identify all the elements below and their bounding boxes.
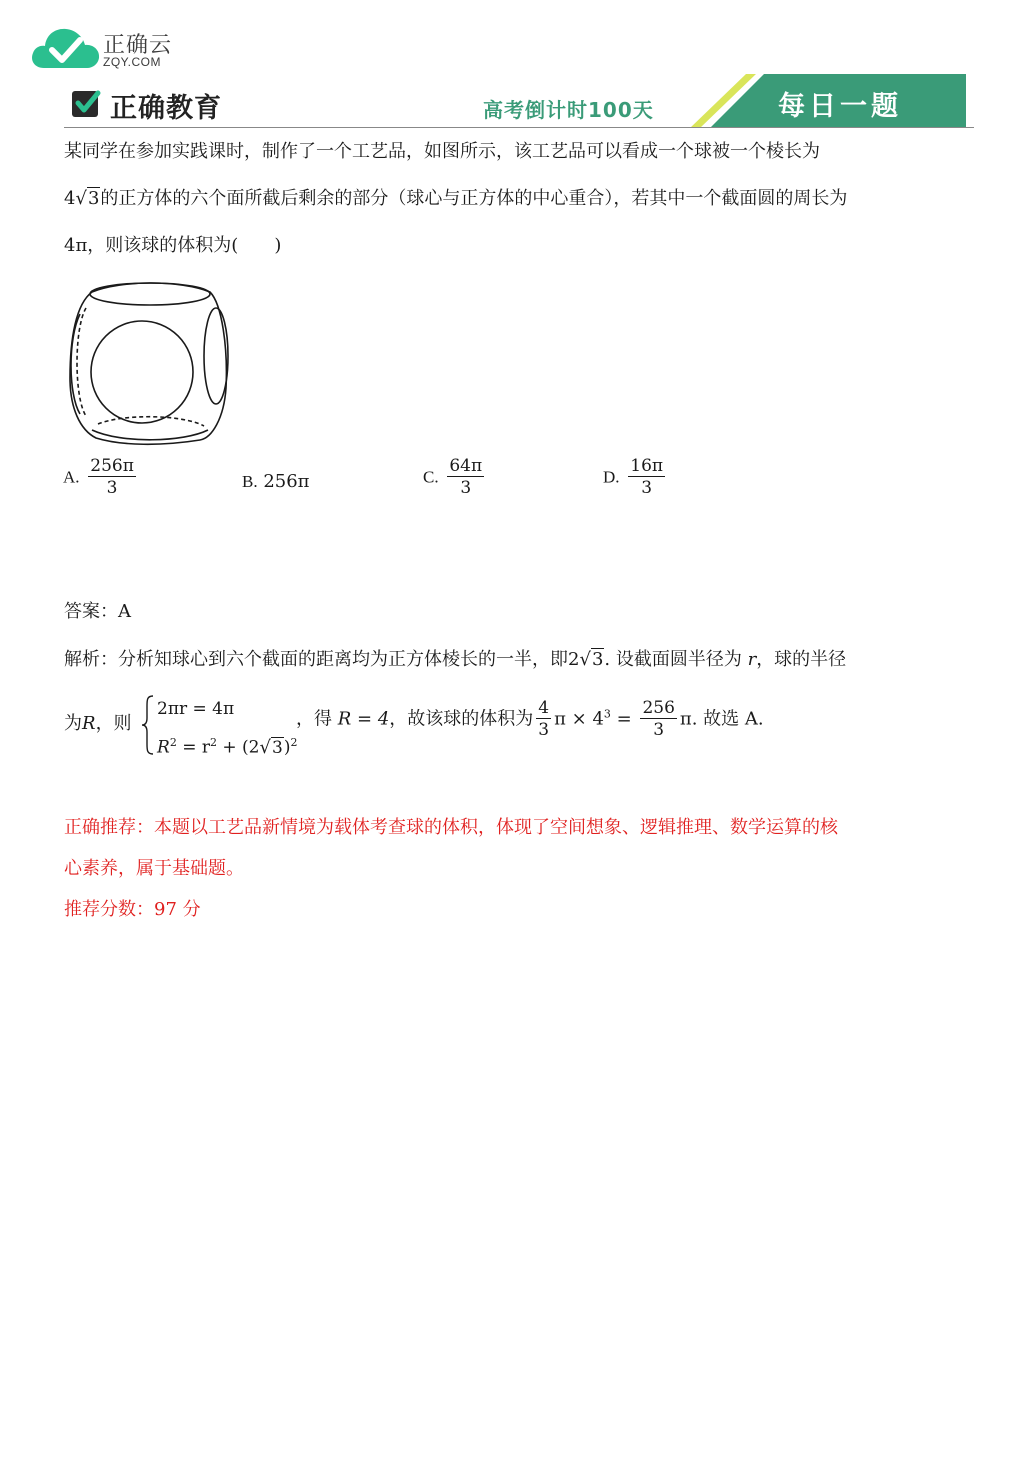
header-divider <box>64 127 974 128</box>
edu-brand-name: 正确教育 <box>110 93 222 124</box>
recommend-line-1: 正确推荐：本题以工艺品新情境为载体考查球的体积，体现了空间想象、逻辑推理、数学运算的核 <box>64 817 838 838</box>
brand-url: ZQY.COM <box>103 55 161 69</box>
option-a[interactable]: A. $\frac{256\pi}{3}$ <box>63 456 134 498</box>
equation-2: $R^2 = r^2 + (2√3)^2$ <box>157 736 298 758</box>
question-line-2: 4√3的正方体的六个面所截后剩余的部分（球心与正方体的中心重合），若其中一个截面圆的周长为 <box>64 188 848 209</box>
answer-value: A <box>118 601 131 622</box>
solution-line-2-lead: 为R，则 <box>64 713 132 734</box>
option-b[interactable]: B. 256π <box>242 471 310 492</box>
solution-line-1: 解析：分析知球心到六个截面的距离均为正方体棱长的一半，即2√3. 设截面圆半径为 r，球的半径 <box>64 649 847 670</box>
zqy-cloud-logo <box>30 22 102 72</box>
equation-1: 2πr = 4π <box>157 699 235 719</box>
brand-name-cn: 正确云 <box>103 33 173 58</box>
solution-line-2-rest: ，得 R = 4，故该球的体积为 $\frac{4}{3}$ $\pi \times 4^3$ = $\frac{256}{3}$ π. 故选 A. <box>296 698 764 740</box>
question-line-1: 某同学在参加实践课时，制作了一个工艺品，如图所示，该工艺品可以看成一个球被一个棱长为 <box>64 141 820 162</box>
system-brace <box>141 694 155 756</box>
exam-countdown: 高考倒计时100天 <box>483 98 654 122</box>
option-d[interactable]: D. $\frac{16\pi}{3}$ <box>603 456 664 498</box>
recommend-line-2: 心素养，属于基础题。 <box>64 858 244 879</box>
answer-line: 答案：A <box>64 601 131 622</box>
question-line-3: 4π，则该球的体积为( ) <box>64 235 282 256</box>
recommend-score: 推荐分数：97 分 <box>64 899 201 920</box>
option-c[interactable]: C. $\frac{64\pi}{3}$ <box>423 456 483 498</box>
check-icon <box>70 88 102 120</box>
banner-title: 每日一题 <box>778 91 902 122</box>
cube-sphere-figure <box>62 278 234 446</box>
